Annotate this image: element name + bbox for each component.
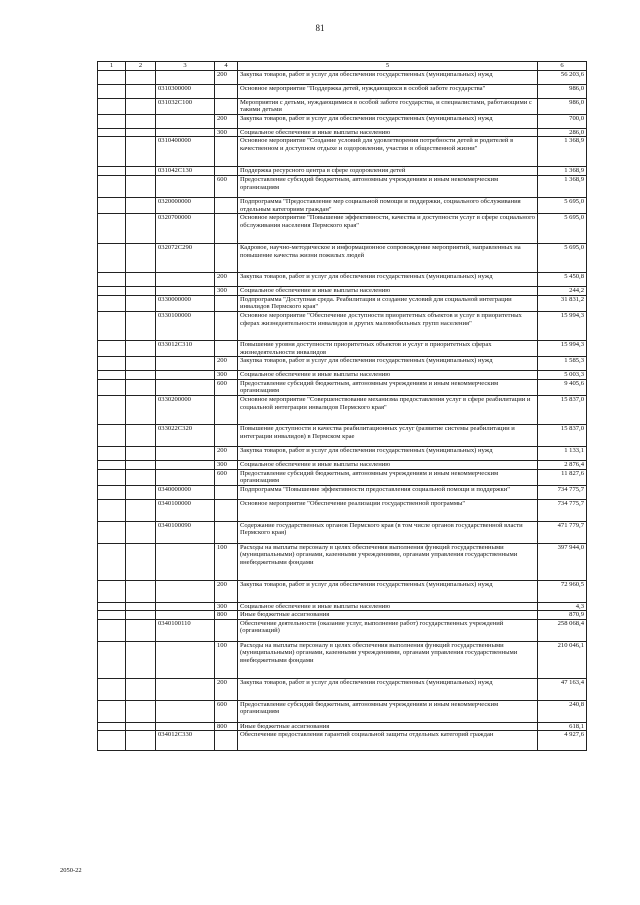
amount-cell: 15 994,3: [538, 340, 587, 356]
expense-type-cell: [215, 731, 238, 751]
col2-cell: [126, 469, 156, 485]
table-row: [98, 580, 587, 602]
table-row: [98, 641, 587, 678]
description-cell: Основное мероприятие "Совершенствование механизма предоставления услуг в сфере реабилитации и социальной интеграции инвалидов Пермского края": [238, 395, 538, 424]
page-number: 81: [315, 23, 325, 33]
amount-cell: 15 837,0: [538, 424, 587, 446]
col1-cell: [98, 641, 126, 678]
description-cell: Поддержка ресурсного центра в сфере оздоровления детей: [238, 167, 538, 176]
col1-cell: [98, 287, 126, 296]
col2-cell: [126, 295, 156, 311]
table-row: [98, 731, 587, 751]
description-cell: Предоставление субсидий бюджетным, автономным учреждениям и иным некоммерческим организациям: [238, 700, 538, 722]
col1-cell: [98, 167, 126, 176]
expense-type-cell: 300: [215, 602, 238, 611]
table-row: [98, 521, 587, 543]
budget-table: [97, 61, 587, 751]
target-code-cell: [156, 543, 215, 580]
expense-type-cell: [215, 499, 238, 521]
target-code-cell: 0340000000: [156, 485, 215, 499]
table-row: [98, 287, 587, 296]
expense-type-cell: 300: [215, 371, 238, 380]
col2-cell: [126, 602, 156, 611]
expense-type-cell: [215, 295, 238, 311]
col2-cell: [126, 114, 156, 128]
target-code-cell: 0320000000: [156, 197, 215, 213]
col2-cell: [126, 731, 156, 751]
target-code-cell: [156, 371, 215, 380]
expense-type-cell: [215, 485, 238, 499]
table-row: [98, 395, 587, 424]
expense-type-cell: [215, 197, 238, 213]
col2-cell: [126, 84, 156, 98]
column-header: 6: [538, 62, 587, 71]
amount-cell: 986,0: [538, 84, 587, 98]
expense-type-cell: 800: [215, 611, 238, 620]
expense-type-cell: 300: [215, 460, 238, 469]
amount-cell: 618,1: [538, 722, 587, 731]
table-row: [98, 460, 587, 469]
description-cell: Расходы на выплаты персоналу в целях обеспечения выполнения функций государственными (муниципальными) органами, казенными учреждениями, органами управления государственными внебюджетными фондами: [238, 543, 538, 580]
table-row: [98, 70, 587, 84]
col1-cell: [98, 311, 126, 340]
col1-cell: [98, 678, 126, 700]
table-row: [98, 244, 587, 273]
amount-cell: 1 133,1: [538, 446, 587, 460]
table-row: [98, 379, 587, 395]
col2-cell: [126, 521, 156, 543]
description-cell: Обеспечение деятельности (оказание услуг, выполнение работ) государственных учреждений (организаций): [238, 619, 538, 641]
col2-cell: [126, 98, 156, 114]
col1-cell: [98, 137, 126, 167]
target-code-cell: 033012C310: [156, 340, 215, 356]
amount-cell: 5 450,8: [538, 273, 587, 287]
description-cell: Повышение уровня доступности приоритетных объектов и услуг в приоритетных сферах жизнедеятельности инвалидов: [238, 340, 538, 356]
amount-cell: 986,0: [538, 98, 587, 114]
col1-cell: [98, 619, 126, 641]
col2-cell: [126, 619, 156, 641]
column-header: 2: [126, 62, 156, 71]
target-code-cell: 0340100110: [156, 619, 215, 641]
amount-cell: 5 003,3: [538, 371, 587, 380]
amount-cell: 1 368,9: [538, 167, 587, 176]
table-row: [98, 340, 587, 356]
description-cell: Обеспечение предоставления гарантий социальной защиты отдельных категорий граждан: [238, 731, 538, 751]
target-code-cell: 032072C290: [156, 244, 215, 273]
description-cell: Подпрограмма "Повышение эффективности предоставления социальной помощи и поддержки": [238, 485, 538, 499]
table-row: [98, 700, 587, 722]
col2-cell: [126, 175, 156, 197]
col2-cell: [126, 128, 156, 137]
col2-cell: [126, 340, 156, 356]
description-cell: Иные бюджетные ассигнования: [238, 722, 538, 731]
col1-cell: [98, 446, 126, 460]
column-header: 4: [215, 62, 238, 71]
amount-cell: 244,2: [538, 287, 587, 296]
target-code-cell: [156, 175, 215, 197]
footer-code: 2050-22: [60, 867, 82, 874]
amount-cell: 5 695,0: [538, 244, 587, 273]
expense-type-cell: 600: [215, 175, 238, 197]
col1-cell: [98, 580, 126, 602]
target-code-cell: 031032C100: [156, 98, 215, 114]
description-cell: Иные бюджетные ассигнования: [238, 611, 538, 620]
col2-cell: [126, 611, 156, 620]
col2-cell: [126, 641, 156, 678]
col2-cell: [126, 722, 156, 731]
target-code-cell: 033022C320: [156, 424, 215, 446]
table-row: [98, 485, 587, 499]
table-row: [98, 114, 587, 128]
col2-cell: [126, 287, 156, 296]
table-row: [98, 543, 587, 580]
expense-type-cell: [215, 98, 238, 114]
expense-type-cell: 200: [215, 273, 238, 287]
table-row: [98, 619, 587, 641]
amount-cell: 258 068,4: [538, 619, 587, 641]
table-header-row: [98, 62, 587, 71]
amount-cell: 1 368,9: [538, 137, 587, 167]
amount-cell: 4,3: [538, 602, 587, 611]
col2-cell: [126, 543, 156, 580]
expense-type-cell: [215, 167, 238, 176]
target-code-cell: [156, 641, 215, 678]
expense-type-cell: 100: [215, 543, 238, 580]
col2-cell: [126, 214, 156, 244]
amount-cell: 2 876,4: [538, 460, 587, 469]
expense-type-cell: [215, 340, 238, 356]
description-cell: Содержание государственных органов Пермского края (в том числе органов государственной власти Пермского края): [238, 521, 538, 543]
table-row: [98, 197, 587, 213]
amount-cell: 15 837,0: [538, 395, 587, 424]
table-body: [98, 70, 587, 751]
target-code-cell: 031042C130: [156, 167, 215, 176]
col1-cell: [98, 543, 126, 580]
amount-cell: 56 203,6: [538, 70, 587, 84]
target-code-cell: 0310400000: [156, 137, 215, 167]
expense-type-cell: [215, 395, 238, 424]
col1-cell: [98, 70, 126, 84]
table-row: [98, 371, 587, 380]
col2-cell: [126, 167, 156, 176]
target-code-cell: [156, 580, 215, 602]
expense-type-cell: [215, 619, 238, 641]
description-cell: Предоставление субсидий бюджетным, автономным учреждениям и иным некоммерческим организациям: [238, 379, 538, 395]
target-code-cell: 034012C330: [156, 731, 215, 751]
col2-cell: [126, 379, 156, 395]
target-code-cell: 0340100000: [156, 499, 215, 521]
target-code-cell: [156, 722, 215, 731]
col2-cell: [126, 499, 156, 521]
col1-cell: [98, 214, 126, 244]
description-cell: Основное мероприятие "Повышение эффективности, качества и доступности услуг в сфере социального обслуживания населения Пермского края": [238, 214, 538, 244]
amount-cell: 210 046,1: [538, 641, 587, 678]
amount-cell: 471 779,7: [538, 521, 587, 543]
amount-cell: 9 405,6: [538, 379, 587, 395]
amount-cell: 286,0: [538, 128, 587, 137]
amount-cell: 11 827,6: [538, 469, 587, 485]
col1-cell: [98, 175, 126, 197]
col1-cell: [98, 469, 126, 485]
col2-cell: [126, 580, 156, 602]
col1-cell: [98, 340, 126, 356]
amount-cell: 1 368,9: [538, 175, 587, 197]
amount-cell: 4 927,6: [538, 731, 587, 751]
col2-cell: [126, 460, 156, 469]
target-code-cell: [156, 70, 215, 84]
expense-type-cell: 800: [215, 722, 238, 731]
description-cell: Кадровое, научно-методическое и информационное сопровождение мероприятий, направленных на повышение качества жизни пожилых людей: [238, 244, 538, 273]
col2-cell: [126, 357, 156, 371]
table-row: [98, 469, 587, 485]
expense-type-cell: [215, 424, 238, 446]
col1-cell: [98, 295, 126, 311]
description-cell: Предоставление субсидий бюджетным, автономным учреждениям и иным некоммерческим организациям: [238, 469, 538, 485]
amount-cell: 734 775,7: [538, 499, 587, 521]
expense-type-cell: [215, 84, 238, 98]
col1-cell: [98, 700, 126, 722]
col1-cell: [98, 371, 126, 380]
expense-type-cell: 200: [215, 70, 238, 84]
description-cell: Подпрограмма "Предоставление мер социальной помощи и поддержки, социального обслуживания отдельным категориям граждан": [238, 197, 538, 213]
expense-type-cell: 200: [215, 357, 238, 371]
amount-cell: 31 831,2: [538, 295, 587, 311]
col2-cell: [126, 446, 156, 460]
table-row: [98, 137, 587, 167]
amount-cell: 397 944,0: [538, 543, 587, 580]
expense-type-cell: 200: [215, 678, 238, 700]
col1-cell: [98, 244, 126, 273]
target-code-cell: 0330000000: [156, 295, 215, 311]
expense-type-cell: [215, 244, 238, 273]
col1-cell: [98, 357, 126, 371]
table-row: [98, 273, 587, 287]
col1-cell: [98, 602, 126, 611]
table-row: [98, 722, 587, 731]
description-cell: Закупка товаров, работ и услуг для обеспечения государственных (муниципальных) нужд: [238, 678, 538, 700]
target-code-cell: [156, 460, 215, 469]
target-code-cell: 0330200000: [156, 395, 215, 424]
col1-cell: [98, 128, 126, 137]
col2-cell: [126, 273, 156, 287]
description-cell: Закупка товаров, работ и услуг для обеспечения государственных (муниципальных) нужд: [238, 357, 538, 371]
table-row: [98, 214, 587, 244]
col1-cell: [98, 521, 126, 543]
col1-cell: [98, 424, 126, 446]
expense-type-cell: 600: [215, 469, 238, 485]
col2-cell: [126, 197, 156, 213]
col2-cell: [126, 137, 156, 167]
description-cell: Социальное обеспечение и иные выплаты населению: [238, 602, 538, 611]
expense-type-cell: 200: [215, 580, 238, 602]
target-code-cell: [156, 611, 215, 620]
table-row: [98, 128, 587, 137]
expense-type-cell: 200: [215, 446, 238, 460]
table-row: [98, 678, 587, 700]
description-cell: Закупка товаров, работ и услуг для обеспечения государственных (муниципальных) нужд: [238, 273, 538, 287]
target-code-cell: 0340100090: [156, 521, 215, 543]
description-cell: Закупка товаров, работ и услуг для обеспечения государственных (муниципальных) нужд: [238, 580, 538, 602]
col1-cell: [98, 611, 126, 620]
table-row: [98, 311, 587, 340]
expense-type-cell: 300: [215, 287, 238, 296]
description-cell: Расходы на выплаты персоналу в целях обеспечения выполнения функций государственными (муниципальными) органами, казенными учреждениями, органами управления государственными внебюджетными фондами: [238, 641, 538, 678]
col1-cell: [98, 485, 126, 499]
description-cell: Основное мероприятие "Обеспечение доступности приоритетных объектов и услуг в приоритетных сферах жизнедеятельности инвалидов и других маломобильных групп населения": [238, 311, 538, 340]
amount-cell: 700,0: [538, 114, 587, 128]
description-cell: Социальное обеспечение и иные выплаты населению: [238, 371, 538, 380]
description-cell: Основное мероприятие "Создание условий для удовлетворения потребности детей и родителей в качественном и доступном отдыхе и оздоровлении, участии в общественной жизни": [238, 137, 538, 167]
table-row: [98, 167, 587, 176]
col2-cell: [126, 244, 156, 273]
description-cell: Основное мероприятие "Обеспечение реализации государственной программы": [238, 499, 538, 521]
target-code-cell: [156, 357, 215, 371]
expense-type-cell: 600: [215, 700, 238, 722]
table-row: [98, 611, 587, 620]
table-row: [98, 98, 587, 114]
col1-cell: [98, 98, 126, 114]
expense-type-cell: 200: [215, 114, 238, 128]
col1-cell: [98, 273, 126, 287]
target-code-cell: [156, 446, 215, 460]
amount-cell: 15 994,3: [538, 311, 587, 340]
description-cell: Повышение доступности и качества реабилитационных услуг (развитие системы реабилитации и интеграции инвалидов) в Пермском крае: [238, 424, 538, 446]
col2-cell: [126, 371, 156, 380]
col2-cell: [126, 700, 156, 722]
description-cell: Социальное обеспечение и иные выплаты населению: [238, 287, 538, 296]
table-row: [98, 175, 587, 197]
table-row: [98, 295, 587, 311]
description-cell: Социальное обеспечение и иные выплаты населению: [238, 460, 538, 469]
target-code-cell: [156, 469, 215, 485]
table-row: [98, 84, 587, 98]
target-code-cell: [156, 379, 215, 395]
description-cell: Закупка товаров, работ и услуг для обеспечения государственных (муниципальных) нужд: [238, 70, 538, 84]
target-code-cell: [156, 287, 215, 296]
col1-cell: [98, 395, 126, 424]
col2-cell: [126, 424, 156, 446]
description-cell: Предоставление субсидий бюджетным, автономным учреждениям и иным некоммерческим организациям: [238, 175, 538, 197]
target-code-cell: [156, 602, 215, 611]
amount-cell: 5 695,0: [538, 214, 587, 244]
target-code-cell: [156, 114, 215, 128]
target-code-cell: [156, 678, 215, 700]
description-cell: Закупка товаров, работ и услуг для обеспечения государственных (муниципальных) нужд: [238, 446, 538, 460]
expense-type-cell: [215, 311, 238, 340]
col1-cell: [98, 499, 126, 521]
amount-cell: 1 585,3: [538, 357, 587, 371]
col2-cell: [126, 70, 156, 84]
column-header: 5: [238, 62, 538, 71]
col1-cell: [98, 197, 126, 213]
col2-cell: [126, 485, 156, 499]
expense-type-cell: [215, 137, 238, 167]
column-header: 3: [156, 62, 215, 71]
table-row: [98, 499, 587, 521]
col1-cell: [98, 731, 126, 751]
expense-type-cell: [215, 521, 238, 543]
description-cell: Мероприятия с детьми, нуждающимися в особой заботе государства, и специалистами, работающими с такими детьми: [238, 98, 538, 114]
col1-cell: [98, 379, 126, 395]
amount-cell: 240,8: [538, 700, 587, 722]
amount-cell: 47 163,4: [538, 678, 587, 700]
target-code-cell: [156, 273, 215, 287]
col1-cell: [98, 722, 126, 731]
description-cell: Подпрограмма "Доступная среда. Реабилитация и создание условий для социальной интеграции инвалидов Пермского края": [238, 295, 538, 311]
col1-cell: [98, 460, 126, 469]
description-cell: Закупка товаров, работ и услуг для обеспечения государственных (муниципальных) нужд: [238, 114, 538, 128]
expense-type-cell: [215, 214, 238, 244]
expense-type-cell: 100: [215, 641, 238, 678]
description-cell: Социальное обеспечение и иные выплаты населению: [238, 128, 538, 137]
amount-cell: 870,9: [538, 611, 587, 620]
description-cell: Основное мероприятие "Поддержка детей, нуждающихся в особой заботе государства": [238, 84, 538, 98]
target-code-cell: [156, 128, 215, 137]
table-row: [98, 446, 587, 460]
col2-cell: [126, 395, 156, 424]
col1-cell: [98, 114, 126, 128]
col1-cell: [98, 84, 126, 98]
amount-cell: 5 695,0: [538, 197, 587, 213]
col2-cell: [126, 311, 156, 340]
col2-cell: [126, 678, 156, 700]
target-code-cell: [156, 700, 215, 722]
amount-cell: 734 775,7: [538, 485, 587, 499]
table-row: [98, 357, 587, 371]
column-header: 1: [98, 62, 126, 71]
target-code-cell: 0320700000: [156, 214, 215, 244]
target-code-cell: 0330100000: [156, 311, 215, 340]
table-row: [98, 602, 587, 611]
target-code-cell: 0310300000: [156, 84, 215, 98]
expense-type-cell: 600: [215, 379, 238, 395]
expense-type-cell: 300: [215, 128, 238, 137]
table-row: [98, 424, 587, 446]
amount-cell: 72 960,5: [538, 580, 587, 602]
